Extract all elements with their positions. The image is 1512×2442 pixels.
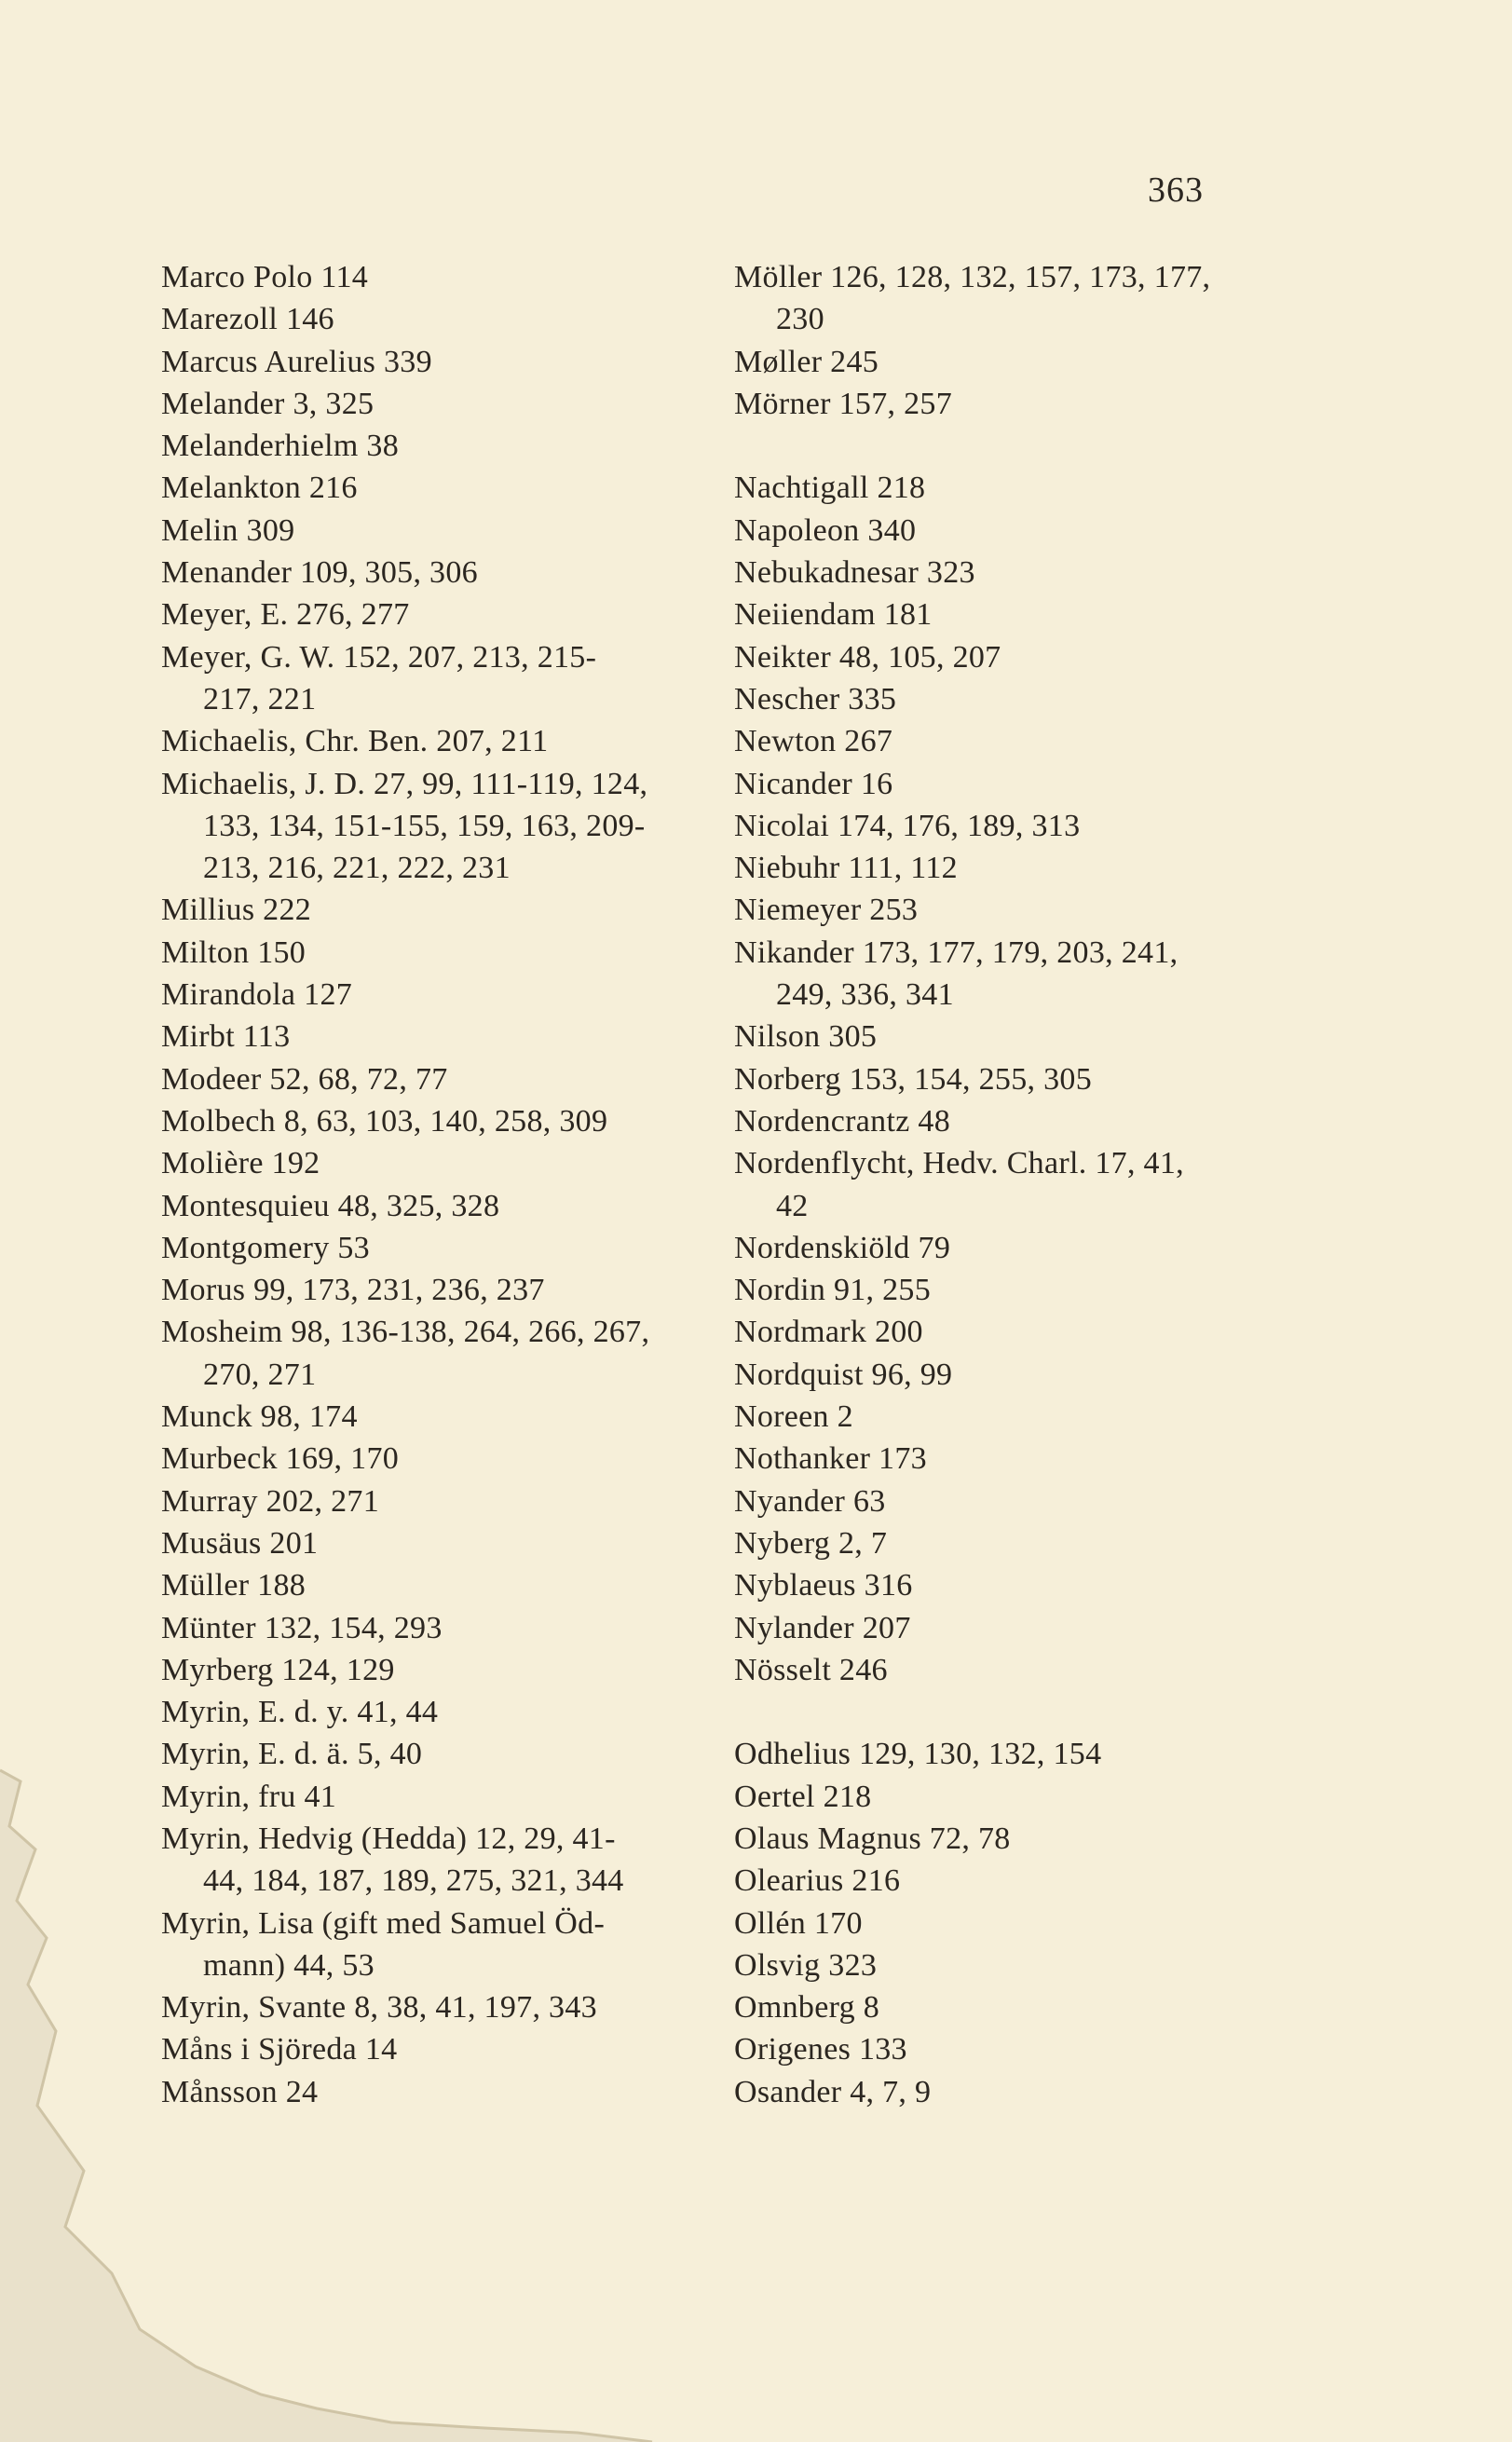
index-entry-pages: 27, 99, 111-119, 124, [373, 766, 648, 801]
index-entry-pages: 181 [883, 597, 933, 633]
index-entry-name: Montesquieu [161, 1188, 330, 1223]
index-entry-name: Myrin, Hedvig (Hedda) [161, 1821, 468, 1856]
index-entry-name: Måns i Sjöreda [161, 2032, 358, 2067]
index-entry-name: Nilson [734, 1019, 821, 1055]
index-entry [161, 341, 729, 383]
index-entry-pages: 207, 211 [436, 724, 549, 759]
index-entry [161, 1100, 729, 1142]
index-entry-name: Modeer [161, 1061, 262, 1097]
index-entry-pages: 132, 154, 293 [264, 1610, 443, 1645]
index-entry-pages: 2 [837, 1399, 853, 1435]
index-entry [734, 1776, 1302, 1818]
index-entry-pages: 169, 170 [285, 1441, 400, 1477]
index-entry [161, 298, 729, 340]
index-entry [734, 1354, 1302, 1396]
index-entry-name: Melanderhielm [161, 429, 359, 464]
index-entry-pages: 201 [269, 1525, 319, 1561]
index-entry-pages: 114 [320, 260, 369, 294]
index-entry [734, 2028, 1302, 2070]
index-entry [161, 1438, 729, 1480]
index-entry [734, 889, 1302, 931]
index-entry-pages: 150 [257, 935, 306, 970]
index-entry-name: Olearius [734, 1863, 844, 1899]
index-entry-pages: 276, 277 [296, 597, 410, 633]
index-entry-pages: 323 [926, 555, 975, 591]
index-entry-name: Marcus Aurelius [161, 344, 376, 379]
index-entry-name: Möller [734, 260, 823, 294]
index-entry-pages: 126, 128, 132, 157, 173, 177, [830, 260, 1211, 294]
index-entry-name: Myrberg [161, 1652, 274, 1687]
index-entry-name: Meyer, E. [161, 597, 289, 633]
index-entry-pages: 8, 38, 41, 197, 343 [354, 1990, 597, 2026]
index-entry-pages: 8, 63, 103, 140, 258, 309 [283, 1103, 608, 1139]
index-entry [734, 847, 1302, 889]
index-entry-name: Olaus Magnus [734, 1821, 921, 1856]
index-entry [161, 932, 729, 974]
index-entry-name: Nyberg [734, 1525, 831, 1561]
index-entry-name: Melankton [161, 471, 302, 506]
index-entry-name: Millius [161, 893, 255, 928]
index-entry-pages: 99, 173, 231, 236, 237 [253, 1273, 545, 1308]
index-entry-name: Marezoll [161, 302, 279, 337]
index-entry [161, 720, 729, 762]
index-entry-name: Noreen [734, 1399, 829, 1435]
index-entry-pages: 38 [366, 429, 400, 464]
index-entry-name: Osander [734, 2074, 842, 2109]
index-entry-name: Månsson [161, 2074, 278, 2109]
index-entry-continuation: 230 [776, 302, 824, 337]
index-entry [734, 1903, 1302, 1944]
index-entry [161, 1733, 729, 1775]
index-entry-pages: 188 [257, 1568, 306, 1603]
index-entry-pages: 8 [863, 1990, 880, 2026]
index-entry-continuation: 133, 134, 151-155, 159, 163, 209- [203, 808, 646, 843]
index-entry-name: Myrin, Lisa (gift med Samuel Öd- [161, 1905, 606, 1941]
index-entry [734, 932, 1302, 1016]
index-entry-name: Molbech [161, 1103, 276, 1139]
index-entry-name: Niemeyer [734, 893, 862, 928]
index-entry-pages: 335 [848, 681, 897, 716]
index-entry-pages: 222 [263, 893, 312, 928]
index-entry [161, 1480, 729, 1522]
index-entry-continuation: 213, 216, 221, 222, 231 [203, 851, 511, 886]
index-entry-name: Odhelius [734, 1737, 851, 1772]
index-entry [734, 1607, 1302, 1649]
index-entry-pages: 52, 68, 72, 77 [269, 1061, 448, 1097]
index-entry [161, 1607, 729, 1649]
index-entry-pages: 153, 154, 255, 305 [849, 1061, 1092, 1097]
index-entry-pages: 2, 7 [838, 1525, 888, 1561]
index-column-left [161, 256, 729, 2113]
index-entry-pages: 41, 44 [357, 1695, 439, 1730]
index-entry-pages: 157, 257 [838, 386, 952, 421]
index-entry [161, 383, 729, 425]
index-entry [734, 1986, 1302, 2028]
index-entry-pages: 63 [852, 1483, 886, 1519]
index-entry-name: Müller [161, 1568, 250, 1603]
index-entry-pages: 173 [879, 1441, 927, 1477]
index-entry [161, 552, 729, 593]
index-entry [734, 1396, 1302, 1438]
letter-section-gap [734, 425, 1302, 467]
index-entry-pages: 267 [844, 724, 893, 759]
index-entry-name: Montgomery [161, 1230, 330, 1265]
index-entry-name: Norberg [734, 1061, 841, 1097]
index-entry-name: Nebukadnesar [734, 555, 919, 591]
index-entry-pages: 41 [304, 1779, 337, 1814]
index-entry-pages: 246 [838, 1652, 888, 1687]
index-entry-name: Morus [161, 1273, 246, 1308]
index-entry-name: Menander [161, 555, 293, 591]
index-entry-name: Nordenflycht, Hedv. Charl. [734, 1146, 1087, 1181]
index-entry-pages: 340 [867, 512, 917, 548]
index-entry-pages: 253 [869, 893, 919, 928]
page-number: 363 [1148, 171, 1204, 210]
index-entry-name: Myrin, Svante [161, 1990, 347, 2026]
index-entry [161, 1311, 729, 1396]
index-entry-continuation: 270, 271 [203, 1357, 317, 1392]
index-entry-continuation: 217, 221 [203, 681, 317, 716]
index-entry-name: Murbeck [161, 1441, 278, 1477]
index-entry-name: Melin [161, 512, 238, 548]
index-entry-name: Milton [161, 935, 250, 970]
index-entry-name: Murray [161, 1483, 258, 1519]
index-entry [161, 2071, 729, 2113]
index-entry-pages: 48, 105, 207 [838, 639, 1001, 675]
index-entry-name: Nordin [734, 1273, 826, 1308]
index-entry-pages: 48 [918, 1103, 951, 1139]
index-entry-name: Mörner [734, 386, 831, 421]
index-entry [734, 552, 1302, 593]
index-entry-name: Mosheim [161, 1315, 283, 1350]
index-entry-name: Nicolai [734, 808, 830, 843]
index-entry-pages: 316 [864, 1568, 913, 1603]
index-entry [161, 1058, 729, 1100]
index-entry-pages: 152, 207, 213, 215- [343, 639, 597, 675]
index-entry [161, 1522, 729, 1564]
index-entry-pages: 216 [851, 1863, 901, 1899]
index-entry [734, 1058, 1302, 1100]
index-entry-pages: 111, 112 [848, 851, 958, 886]
index-entry [734, 1522, 1302, 1564]
index-entry-name: Nordencrantz [734, 1103, 910, 1139]
index-entry-continuation: 249, 336, 341 [776, 977, 954, 1013]
index-entry-name: Nösselt [734, 1652, 832, 1687]
index-entry [161, 636, 729, 721]
index-entry [161, 593, 729, 635]
index-entry-pages: 173, 177, 179, 203, 241, [862, 935, 1178, 970]
index-entry-pages: 339 [384, 344, 432, 379]
index-entry [161, 1227, 729, 1269]
index-entry-continuation: 44, 184, 187, 189, 275, 321, 344 [203, 1863, 624, 1899]
index-entry [734, 763, 1302, 805]
index-entry-pages: 146 [285, 302, 334, 337]
index-entry-name: Munck [161, 1399, 252, 1435]
index-entry-name: Meyer, G. W. [161, 639, 335, 675]
index-entry-name: Origenes [734, 2032, 851, 2067]
index-entry-name: Nescher [734, 681, 840, 716]
index-entry [734, 467, 1302, 509]
index-entry-pages: 124, 129 [281, 1652, 395, 1687]
index-entry-pages: 170 [813, 1905, 863, 1941]
index-entry [734, 1564, 1302, 1606]
index-entry [161, 763, 729, 890]
index-column-right [734, 256, 1302, 2113]
index-entry-name: Møller [734, 344, 823, 379]
index-entry [734, 1860, 1302, 1902]
index-entry-pages: 3, 325 [293, 386, 375, 421]
index-entry-pages: 323 [828, 1947, 878, 1983]
index-entry-pages: 109, 305, 306 [300, 555, 478, 591]
index-entry [734, 1733, 1302, 1775]
index-entry [734, 383, 1302, 425]
letter-section-gap [734, 1691, 1302, 1733]
index-entry-pages: 4, 7, 9 [850, 2074, 932, 2109]
index-entry-pages: 305 [828, 1019, 878, 1055]
index-entry-name: Nyander [734, 1483, 846, 1519]
index-entry [734, 1227, 1302, 1269]
index-entry [161, 425, 729, 467]
index-entry-pages: 207 [862, 1610, 911, 1645]
index-entry [734, 1142, 1302, 1227]
index-entry-name: Newton [734, 724, 837, 759]
index-entry-continuation: 42 [776, 1188, 809, 1223]
index-entry [161, 1016, 729, 1057]
index-entry [161, 510, 729, 552]
index-entry [734, 256, 1302, 341]
index-entry-name: Niebuhr [734, 851, 840, 886]
index-entry-name: Marco Polo [161, 260, 313, 294]
index-entry-name: Nordenskiöld [734, 1230, 910, 1265]
index-entry [734, 720, 1302, 762]
index-entry-pages: 200 [874, 1315, 923, 1350]
index-entry [161, 889, 729, 931]
index-entry [161, 1776, 729, 1818]
index-entry-name: Molière [161, 1146, 264, 1181]
index-entry-name: Münter [161, 1610, 256, 1645]
index-entry [734, 510, 1302, 552]
index-entry-name: Neiiendam [734, 597, 876, 633]
index-entry-pages: 192 [271, 1146, 320, 1181]
index-entry-pages: 133 [858, 2032, 907, 2067]
index-entry-name: Nordmark [734, 1315, 867, 1350]
index-entry-name: Nikander [734, 935, 854, 970]
index-entry-name: Myrin, E. d. y. [161, 1695, 349, 1730]
index-entry-name: Mirandola [161, 977, 296, 1013]
index-entry-pages: 53 [337, 1230, 370, 1265]
index-entry [161, 1185, 729, 1227]
index-entry [734, 1818, 1302, 1860]
index-entry-pages: 113 [242, 1019, 291, 1055]
index-entry-name: Nachtigall [734, 471, 869, 506]
index-entry [734, 1438, 1302, 1480]
index-entry-name: Nicander [734, 766, 852, 801]
index-entry-pages: 96, 99 [871, 1357, 953, 1392]
index-entry-pages: 218 [877, 471, 926, 506]
index-entry-pages: 17, 41, [1095, 1146, 1184, 1181]
index-entry-name: Nordquist [734, 1357, 864, 1392]
index-entry-name: Olsvig [734, 1947, 821, 1983]
index-entry-name: Myrin, E. d. ä. [161, 1737, 349, 1772]
index-entry [161, 1269, 729, 1311]
index-entry-name: Melander [161, 386, 285, 421]
index-entry-name: Oertel [734, 1779, 815, 1814]
index-entry-pages: 16 [860, 766, 893, 801]
index-entry-name: Michaelis, Chr. Ben. [161, 724, 429, 759]
index-entry-name: Neikter [734, 639, 832, 675]
index-entry [161, 2028, 729, 2070]
index-entry-pages: 309 [246, 512, 295, 548]
index-entry [161, 467, 729, 509]
index-entry [161, 1649, 729, 1691]
index-entry-name: Musäus [161, 1525, 262, 1561]
index-entry [734, 1269, 1302, 1311]
index-entry [161, 256, 729, 298]
index-entry-continuation: mann) 44, 53 [203, 1947, 375, 1983]
index-entry [734, 1311, 1302, 1353]
index-entry-name: Ollén [734, 1905, 807, 1941]
index-entry-pages: 5, 40 [357, 1737, 423, 1772]
index-entry [161, 974, 729, 1016]
index-entry-pages: 12, 29, 41- [475, 1821, 616, 1856]
index-entry [734, 2071, 1302, 2113]
index-entry-pages: 98, 136-138, 264, 266, 267, [291, 1315, 650, 1350]
index-entry [734, 636, 1302, 678]
index-entry [734, 1944, 1302, 1986]
index-entry [734, 805, 1302, 847]
index-entry-pages: 98, 174 [260, 1399, 358, 1435]
index-entry-name: Myrin, fru [161, 1779, 296, 1814]
index-entry-name: Nyblaeus [734, 1568, 856, 1603]
index-entry-pages: 91, 255 [833, 1273, 932, 1308]
index-entry [161, 1396, 729, 1438]
index-entry-pages: 202, 271 [266, 1483, 379, 1519]
index-entry [161, 1142, 729, 1184]
index-entry-name: Nothanker [734, 1441, 871, 1477]
index-entry-name: Michaelis, J. D. [161, 766, 366, 801]
index-entry [161, 1818, 729, 1903]
index-entry-pages: 14 [364, 2032, 398, 2067]
index-entry-pages: 24 [285, 2074, 319, 2109]
index-entry [161, 1691, 729, 1733]
index-entry [734, 1100, 1302, 1142]
index-entry [161, 1986, 729, 2028]
index-entry [161, 1903, 729, 1987]
index-entry-pages: 127 [304, 977, 353, 1013]
index-entry-name: Mirbt [161, 1019, 235, 1055]
index-entry-pages: 174, 176, 189, 313 [838, 808, 1081, 843]
index-entry [734, 1480, 1302, 1522]
index-entry-name: Napoleon [734, 512, 860, 548]
index-entry-pages: 48, 325, 328 [337, 1188, 500, 1223]
index-entry [734, 1649, 1302, 1691]
index-entry-pages: 216 [308, 471, 358, 506]
index-entry [161, 1564, 729, 1606]
index-entry [734, 678, 1302, 720]
index-entry-pages: 245 [830, 344, 879, 379]
index-entry-pages: 79 [918, 1230, 951, 1265]
index-entry [734, 1016, 1302, 1057]
index-entry [734, 593, 1302, 635]
index-entry-name: Nylander [734, 1610, 854, 1645]
index-entry [734, 341, 1302, 383]
index-entry-pages: 72, 78 [929, 1821, 1011, 1856]
index-entry-pages: 129, 130, 132, 154 [858, 1737, 1102, 1772]
index-entry-pages: 218 [823, 1779, 872, 1814]
index-entry-name: Omnberg [734, 1990, 855, 2026]
